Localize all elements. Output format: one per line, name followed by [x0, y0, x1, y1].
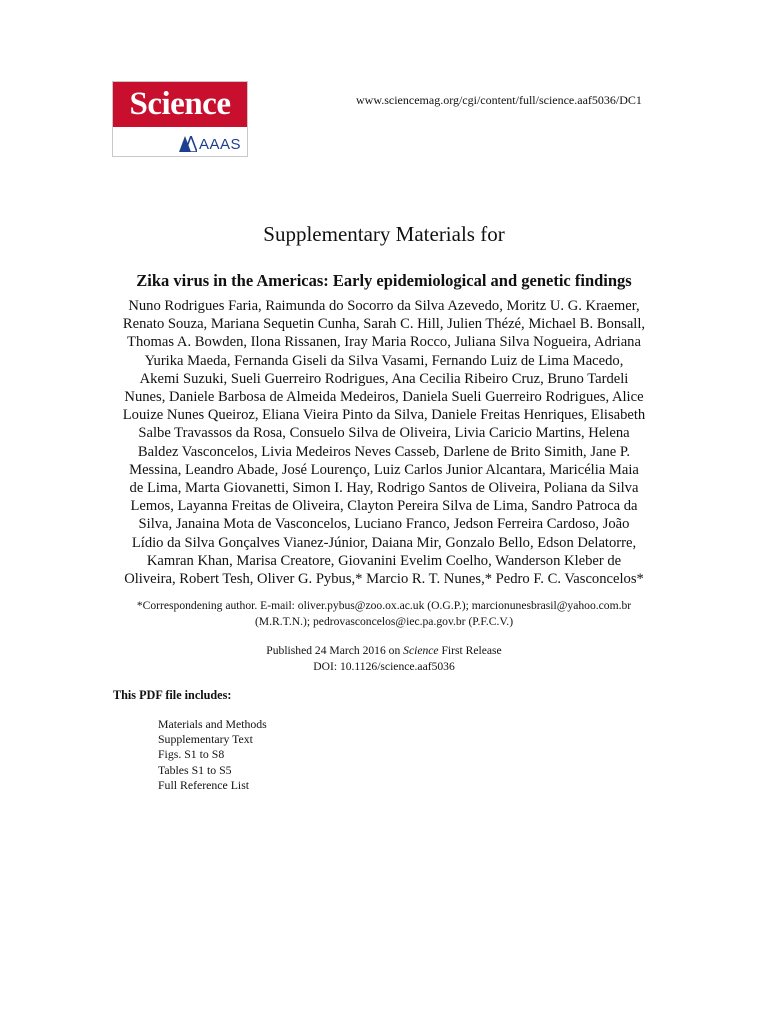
journal-name: Science [403, 644, 439, 657]
doi[interactable]: DOI: 10.1126/science.aaf5036 [313, 660, 455, 673]
author-line: Renato Souza, Mariana Sequetin Cunha, Sarah C. Hill, Julien Thézé, Michael B. Bonsall, [122, 316, 646, 333]
author-line: Thomas A. Bowden, Ilona Rissanen, Iray Maria Rocco, Juliana Silva Nogueira, Adriana [127, 334, 641, 351]
logo-publisher [179, 135, 241, 153]
published-prefix: Published 24 March 2016 on [266, 644, 404, 657]
author-line: Lemos, Layanna Freitas de Oliveira, Clayton Pereira Silva de Lima, Sandro Patroca da [130, 498, 638, 515]
includes-heading: This PDF file includes: [113, 688, 232, 702]
supplement-url[interactable]: www.sciencemag.org/cgi/content/full/science.aaf5036/DC1 [356, 93, 642, 107]
list-item: Full Reference List [158, 777, 250, 792]
paper-title: Zika virus in the Americas: Early epidemiological and genetic findings [136, 271, 632, 290]
author-line: Nuno Rodrigues Faria, Raimunda do Socorro da Silva Azevedo, Moritz U. G. Kraemer, [128, 298, 640, 314]
includes-list [158, 717, 267, 793]
author-line: Baldez Vasconcelos, Livia Medeiros Neves Casseb, Darlene de Brito Simith, Jane P. [137, 443, 631, 460]
author-list [104, 297, 664, 588]
published-line [0, 643, 768, 659]
author-line: Yurika Maeda, Fernanda Giseli da Silva Vasami, Fernando Luiz de Lima Macedo, [144, 352, 624, 369]
author-line: Salbe Travassos da Rosa, Consuelo Silva de Oliveira, Livia Caricio Martins, Helena [138, 425, 630, 442]
author-line: Louize Nunes Queiroz, Eliana Vieira Pinto da Silva, Daniele Freitas Henriques, Elisabeth [122, 407, 646, 424]
supplementary-title: Supplementary Materials for [263, 222, 505, 246]
author-line: Messina, Leandro Abade, José Lourenço, Luiz Carlos Junior Alcantara, Maricélia Maia [129, 461, 639, 478]
list-item: Materials and Methods [158, 717, 267, 731]
list-item: Supplementary Text [158, 732, 253, 747]
author-line: Silva, Janaina Mota de Vasconcelos, Luciano Franco, Jedson Ferreira Cardoso, João [138, 516, 630, 533]
aaas-triangle-icon [179, 136, 197, 152]
author-line: Lídio da Silva Gonçalves Vianez-Júnior, Daiana Mir, Gonzalo Bello, Edson Delatorre, [131, 534, 637, 551]
science-logo [112, 81, 248, 157]
author-line: Nunes, Daniele Barbosa de Almeida Medeiros, Daniela Sueli Guerreiro Rodrigues, Alice [124, 389, 644, 406]
publication-info [0, 643, 768, 675]
correspondence-line: *Correspondening author. E-mail: oliver.pybus@zoo.ox.ac.uk (O.G.P.); marcionunesbrasil@yahoo.com.br [136, 599, 632, 612]
correspondence-line: (M.R.T.N.); pedrovasconcelos@iec.pa.gov.br (P.F.C.V.) [254, 614, 514, 628]
list-item: Tables S1 to S5 [158, 762, 232, 777]
publisher-name: AAAS [199, 135, 242, 153]
author-line: Akemi Suzuki, Sueli Guerreiro Rodrigues, Ana Cecilia Ribeiro Cruz, Bruno Tardeli [139, 370, 629, 387]
author-line: Oliveira, Robert Tesh, Oliver G. Pybus,* Marcio R. T. Nunes,* Pedro F. C. Vasconcelos* [124, 571, 644, 588]
author-line: de Lima, Marta Giovanetti, Simon I. Hay, Rodrigo Santos de Oliveira, Poliana da Silva [129, 480, 639, 497]
correspondence-note [90, 598, 678, 629]
published-suffix: First Release [438, 644, 502, 657]
author-line: Kamran Khan, Marisa Creatore, Giovanini Evelim Coelho, Wanderson Kleber de [146, 552, 622, 569]
logo-wordmark: Science [129, 86, 231, 122]
list-item: Figs. S1 to S8 [158, 747, 225, 762]
